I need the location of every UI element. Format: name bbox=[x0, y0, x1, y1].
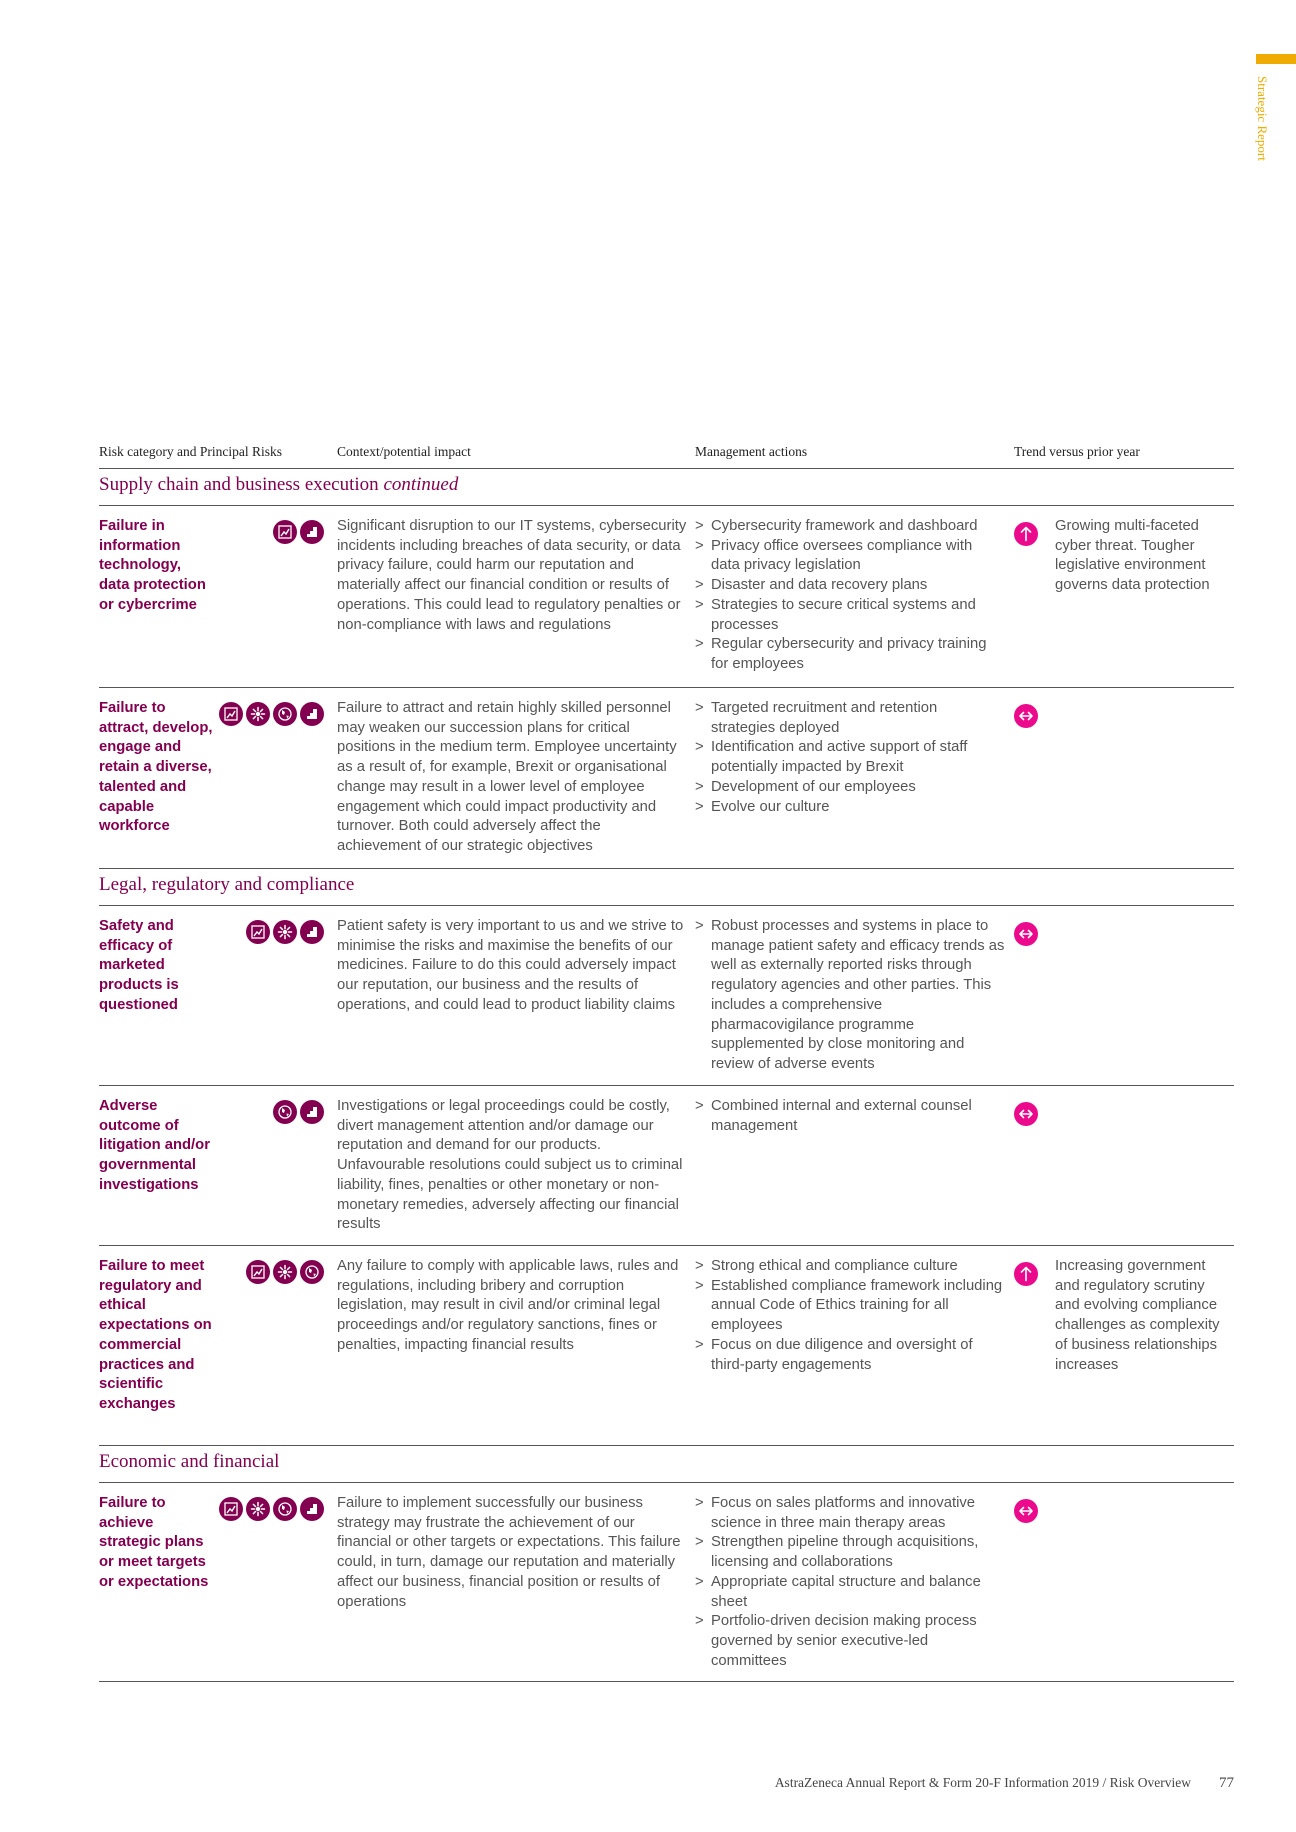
list-item: > Privacy office oversees compliance with data privacy legislation bbox=[695, 537, 1005, 576]
table-row bbox=[99, 1246, 1234, 1446]
page-number: 77 bbox=[1219, 1775, 1234, 1791]
risk-name: Failure to attract, develop, engage and retain a diverse, talented and capable workforce bbox=[99, 700, 213, 835]
section-legal bbox=[99, 869, 1234, 906]
actions-list bbox=[695, 1097, 1005, 1136]
stairs-icon bbox=[300, 1497, 324, 1521]
header-actions: Management actions bbox=[695, 444, 808, 459]
list-item: > Regular cybersecurity and privacy training for employees bbox=[695, 635, 1005, 674]
context-text: Patient safety is very important to us and we strive to minimise the risks and maximise the benefits of our medicines. Failure to do this could adversely impact our reputation, our business and the results of operations, and could lead to product liability claims bbox=[337, 918, 684, 1013]
science-icon bbox=[273, 1260, 297, 1284]
table-row bbox=[99, 506, 1234, 688]
arrow-left-right-icon bbox=[1014, 1499, 1038, 1523]
arrow-up-icon bbox=[1014, 522, 1038, 546]
growth-icon bbox=[246, 1260, 270, 1284]
actions-list bbox=[695, 517, 1005, 675]
strategy-icons bbox=[246, 1260, 324, 1284]
risk-name: Adverse outcome of litigation and/or governmental investigations bbox=[99, 1098, 210, 1193]
strategy-icons bbox=[246, 920, 324, 944]
strategy-icons bbox=[219, 702, 324, 726]
arrow-left-right-icon bbox=[1014, 704, 1038, 728]
side-section-label: Strategic Report bbox=[1255, 76, 1270, 161]
strategy-icons bbox=[273, 520, 324, 544]
globe-icon bbox=[273, 1497, 297, 1521]
strategy-icons bbox=[219, 1497, 324, 1521]
header-context: Context/potential impact bbox=[337, 444, 471, 459]
page-footer bbox=[775, 1775, 1234, 1792]
actions-list bbox=[695, 1257, 1005, 1375]
section-economic bbox=[99, 1446, 1234, 1483]
list-item: > Focus on sales platforms and innovative science in three main therapy areas bbox=[695, 1494, 1005, 1533]
section-tab-marker bbox=[1256, 54, 1296, 64]
science-icon bbox=[273, 920, 297, 944]
risk-name: Failure to achieve strategic plans or meet targets or expectations bbox=[99, 1495, 209, 1590]
actions-list bbox=[695, 1494, 1005, 1671]
header-trend: Trend versus prior year bbox=[1014, 444, 1140, 459]
risk-name: Safety and efficacy of marketed products is questioned bbox=[99, 918, 179, 1013]
list-item: > Portfolio-driven decision making process governed by senior executive-led committees bbox=[695, 1612, 1005, 1671]
risk-table bbox=[99, 441, 1234, 1682]
table-header bbox=[99, 441, 1234, 469]
table-row bbox=[99, 1483, 1234, 1682]
arrow-left-right-icon bbox=[1014, 922, 1038, 946]
context-text: Any failure to comply with applicable laws, rules and regulations, including bribery and corruption legislation, may result in civil and/or criminal legal proceedings and/or regulatory sanctions, fines or penalties, impacting financial results bbox=[337, 1258, 679, 1353]
list-item: > Development of our employees bbox=[695, 778, 1005, 798]
list-item: > Strong ethical and compliance culture bbox=[695, 1257, 1005, 1277]
list-item: > Robust processes and systems in place to manage patient safety and efficacy trends as well as externally reported risks through regulatory agencies and other parties. This includes a comprehensive pharmacovigilance programme supplemented by close monitoring and review of adverse events bbox=[695, 917, 1005, 1075]
strategy-icons bbox=[273, 1100, 324, 1124]
section-title: Legal, regulatory and compliance bbox=[99, 874, 355, 895]
list-item: > Targeted recruitment and retention strategies deployed bbox=[695, 699, 1005, 738]
list-item: > Disaster and data recovery plans bbox=[695, 576, 1005, 596]
risk-name: Failure in information technology, data protection or cybercrime bbox=[99, 518, 206, 613]
globe-icon bbox=[300, 1260, 324, 1284]
stairs-icon bbox=[300, 520, 324, 544]
growth-icon bbox=[219, 702, 243, 726]
stairs-icon bbox=[300, 702, 324, 726]
context-text: Investigations or legal proceedings could be costly, divert management attention and/or damage our reputation and demand for our products. Unfavourable resolutions could subject us to criminal liability, fines, penalties or other monetary or non-monetary remedies, adversely affecting our financial results bbox=[337, 1098, 683, 1233]
trend-text: Growing multi-faceted cyber threat. Tougher legislative environment governs data protection bbox=[1055, 518, 1210, 594]
list-item: > Evolve our culture bbox=[695, 798, 1005, 818]
actions-list bbox=[695, 917, 1005, 1075]
science-icon bbox=[246, 1497, 270, 1521]
list-item: > Strategies to secure critical systems and processes bbox=[695, 596, 1005, 635]
stairs-icon bbox=[300, 1100, 324, 1124]
stairs-icon bbox=[300, 920, 324, 944]
science-icon bbox=[246, 702, 270, 726]
list-item: > Combined internal and external counsel management bbox=[695, 1097, 1005, 1136]
arrow-left-right-icon bbox=[1014, 1102, 1038, 1126]
trend-text: Increasing government and regulatory scrutiny and evolving compliance challenges as complexity of business relationships increases bbox=[1055, 1258, 1220, 1373]
table-row bbox=[99, 1086, 1234, 1246]
arrow-up-icon bbox=[1014, 1262, 1038, 1286]
list-item: > Strengthen pipeline through acquisitions, licensing and collaborations bbox=[695, 1533, 1005, 1572]
growth-icon bbox=[273, 520, 297, 544]
section-title: Supply chain and business execution bbox=[99, 474, 379, 495]
list-item: > Established compliance framework including annual Code of Ethics training for all employees bbox=[695, 1277, 1005, 1336]
context-text: Significant disruption to our IT systems, cybersecurity incidents including breaches of data security, or data privacy failure, could harm our reputation and materially affect our financial condition or results of operations. This could lead to regulatory penalties or non-compliance with laws and regulations bbox=[337, 518, 687, 633]
table-row bbox=[99, 906, 1234, 1086]
section-supply-chain bbox=[99, 469, 1234, 506]
growth-icon bbox=[246, 920, 270, 944]
risk-name: Failure to meet regulatory and ethical expectations on commercial practices and scientific exchanges bbox=[99, 1258, 212, 1412]
context-text: Failure to attract and retain highly skilled personnel may weaken our succession plans for critical positions in the medium term. Employee uncertainty as a result of, for example, Brexit or organisational change may result in a lower level of employee engagement which could impact productivity and turnover. Both could adversely affect the achievement of our strategic objectives bbox=[337, 700, 677, 854]
section-title: Economic and financial bbox=[99, 1451, 280, 1472]
globe-icon bbox=[273, 702, 297, 726]
list-item: > Identification and active support of staff potentially impacted by Brexit bbox=[695, 738, 1005, 777]
globe-icon bbox=[273, 1100, 297, 1124]
section-suffix: continued bbox=[383, 474, 459, 495]
growth-icon bbox=[219, 1497, 243, 1521]
actions-list bbox=[695, 699, 1005, 817]
header-risk: Risk category and Principal Risks bbox=[99, 444, 282, 459]
table-row bbox=[99, 688, 1234, 869]
list-item: > Cybersecurity framework and dashboard bbox=[695, 517, 1005, 537]
list-item: > Focus on due diligence and oversight of third-party engagements bbox=[695, 1336, 1005, 1375]
list-item: > Appropriate capital structure and balance sheet bbox=[695, 1573, 1005, 1612]
footer-text: AstraZeneca Annual Report & Form 20-F Information 2019 / Risk Overview bbox=[774, 1775, 1191, 1790]
context-text: Failure to implement successfully our business strategy may frustrate the achievement of our financial or other targets or expectations. This failure could, in turn, damage our reputation and materially affect our business, financial position or results of operations bbox=[337, 1495, 681, 1610]
